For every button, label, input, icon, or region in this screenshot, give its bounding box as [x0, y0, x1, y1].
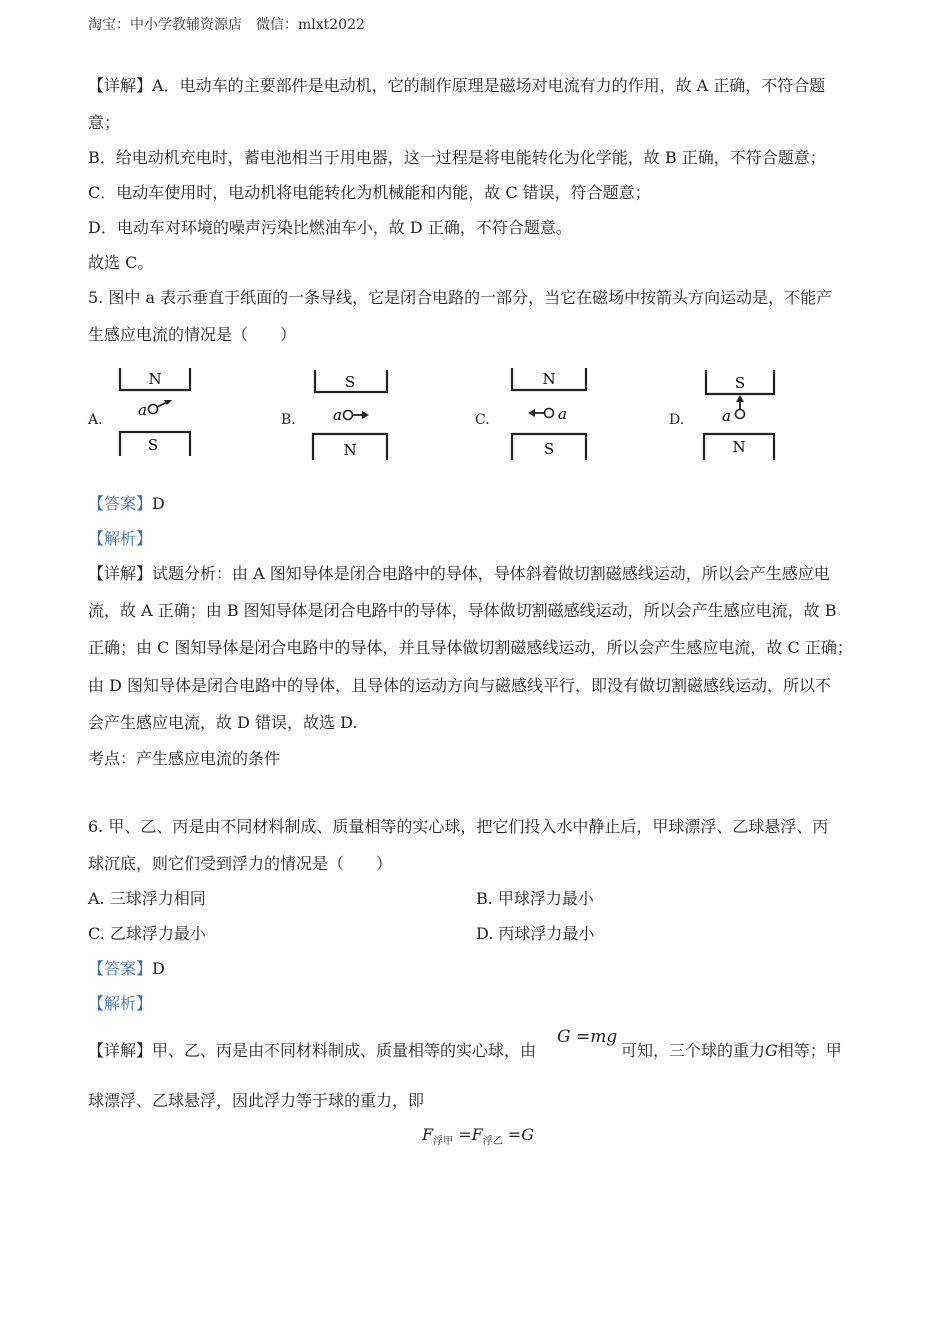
wire-label: a	[558, 405, 567, 423]
formula-eq2: =	[502, 1125, 522, 1144]
magnet-bottom-pole: N	[732, 438, 746, 456]
formula-f1: F	[422, 1125, 434, 1144]
q6-option-d: D. 丙球浮力最小	[476, 924, 595, 943]
formula-eq1: =	[453, 1125, 472, 1144]
wire-label: a	[138, 401, 147, 419]
q5-stem-line1: 5. 图中 a 表示垂直于纸面的一条导线，它是闭合电路的一部分，当它在磁场中按箭头方向运动是，不能产	[88, 288, 833, 307]
wire-label: a	[333, 406, 342, 424]
q5-detail-line3: 正确；由 C 图知导体是闭合电路中的导体，并且导体做切割磁感线运动，所以会产生感应电流，故 C 正确；	[88, 638, 853, 657]
detail-label: 【详解】	[88, 564, 153, 583]
magnet-bottom-pole: S	[543, 440, 555, 458]
answer-label: 【答案】	[88, 959, 153, 978]
q6-detail-text-2: 可知，三个球的重力	[621, 1041, 766, 1060]
q6-detail-text: 甲、乙、丙是由不同材料制成、质量相等的实心球，由	[152, 1041, 537, 1060]
formula-f2-sub: 浮乙	[482, 1136, 503, 1148]
answer-value: D	[152, 494, 165, 513]
wire-label: a	[722, 407, 731, 425]
formula-f1-sub: 浮甲	[433, 1136, 454, 1148]
q5-figure-d	[700, 364, 782, 464]
answer-label: 【答案】	[88, 494, 153, 513]
magnet-top-pole: N	[542, 370, 556, 388]
wire-conductor	[149, 405, 158, 414]
q6-detail-text-3: 相等；甲	[777, 1041, 842, 1060]
q4-detail-c: C．电动车使用时，电动机将电能转化为机械能和内能，故 C 错误，符合题意；	[88, 183, 651, 202]
q4-conclusion: 故选 C。	[88, 253, 154, 272]
q5-figure-a-label: A.	[88, 412, 103, 428]
wire-conductor	[344, 411, 353, 420]
q6-stem-line2: 球沉底，则它们受到浮力的情况是（ ）	[88, 854, 393, 873]
q6-detail-line1-cont	[621, 1041, 842, 1061]
q5-answer	[88, 494, 165, 514]
q6-detail-line1	[88, 1041, 536, 1061]
q5-figure-d-label: D.	[669, 412, 685, 428]
q4-detail-a-text: A．电动车的主要部件是电动机，它的制作原理是磁场对电流有力的作用，故 A 正确，不符合题	[152, 76, 826, 95]
detail-label: 【详解】	[88, 76, 153, 95]
q6-analysis-label: 【解析】	[88, 994, 153, 1013]
q5-detail-line5: 会产生感应电流，故 D 错误，故选 D.	[88, 713, 358, 732]
detail-label: 【详解】	[88, 1041, 153, 1060]
variable-g: G	[765, 1041, 778, 1060]
q6-answer	[88, 959, 165, 979]
q6-option-a: A. 三球浮力相同	[88, 889, 206, 908]
magnet-bottom-pole: N	[343, 441, 357, 459]
arrow-head	[528, 409, 535, 417]
q5-detail-line1	[88, 564, 830, 584]
q6-stem-line1: 6. 甲、乙、丙是由不同材料制成、质量相等的实心球，把它们投入水中静止后，甲球漂浮、乙球悬浮、丙	[88, 817, 829, 836]
arrow-head	[736, 395, 744, 402]
q5-figure-b	[307, 364, 393, 464]
q5-figure-b-label: B.	[281, 412, 296, 428]
wire-conductor	[736, 410, 745, 419]
q5-figure-c	[504, 364, 594, 464]
formula-g: G	[521, 1125, 534, 1144]
q4-detail-a-line2: 意；	[88, 113, 121, 132]
q5-point: 考点：产生感应电流的条件	[88, 749, 281, 768]
wire-conductor	[545, 409, 554, 418]
q5-analysis-label: 【解析】	[88, 529, 153, 548]
formula-buoyancy	[422, 1125, 534, 1147]
q5-detail-text: 试题分析：由 A 图知导体是闭合电路中的导体，导体斜着做切割磁感线运动，所以会产生感应电	[152, 564, 830, 583]
arrow-head	[362, 411, 369, 419]
q6-detail-line2: 球漂浮、乙球悬浮，因此浮力等于球的重力，即	[88, 1091, 425, 1110]
magnet-top-pole: S	[734, 374, 746, 392]
formula-g-mg: G =mg	[557, 1027, 618, 1047]
formula-f2: F	[471, 1125, 483, 1144]
q4-detail-a-line1	[88, 76, 825, 96]
q5-detail-line4: 由 D 图知导体是闭合电路中的导体，且导体的运动方向与磁感线平行，即没有做切割磁感线运动，所以不	[88, 676, 832, 695]
q5-stem-line2: 生感应电流的情况是（ ）	[88, 325, 297, 344]
q4-detail-d: D．电动车对环境的噪声污染比燃油车小，故 D 正确，不符合题意。	[88, 218, 572, 237]
q5-figure-a	[112, 364, 198, 460]
q5-figure-c-label: C.	[475, 412, 490, 428]
magnet-top-pole: S	[344, 373, 356, 391]
answer-value: D	[152, 959, 165, 978]
page-header: 淘宝：中小学教辅资源店 微信：mlxt2022	[88, 17, 365, 33]
magnet-bottom-pole: S	[147, 436, 159, 454]
q6-option-c: C. 乙球浮力最小	[88, 924, 206, 943]
q5-detail-line2: 流，故 A 正确；由 B 图知导体是闭合电路中的导体，导体做切割磁感线运动，所以会产生感应电流，故 B	[88, 601, 837, 620]
q6-option-b: B. 甲球浮力最小	[476, 889, 594, 908]
magnet-top-pole: N	[148, 370, 162, 388]
q4-detail-b: B．给电动机充电时，蓄电池相当于用电器，这一过程是将电能转化为化学能，故 B 正确，不符合题意；	[88, 148, 826, 167]
